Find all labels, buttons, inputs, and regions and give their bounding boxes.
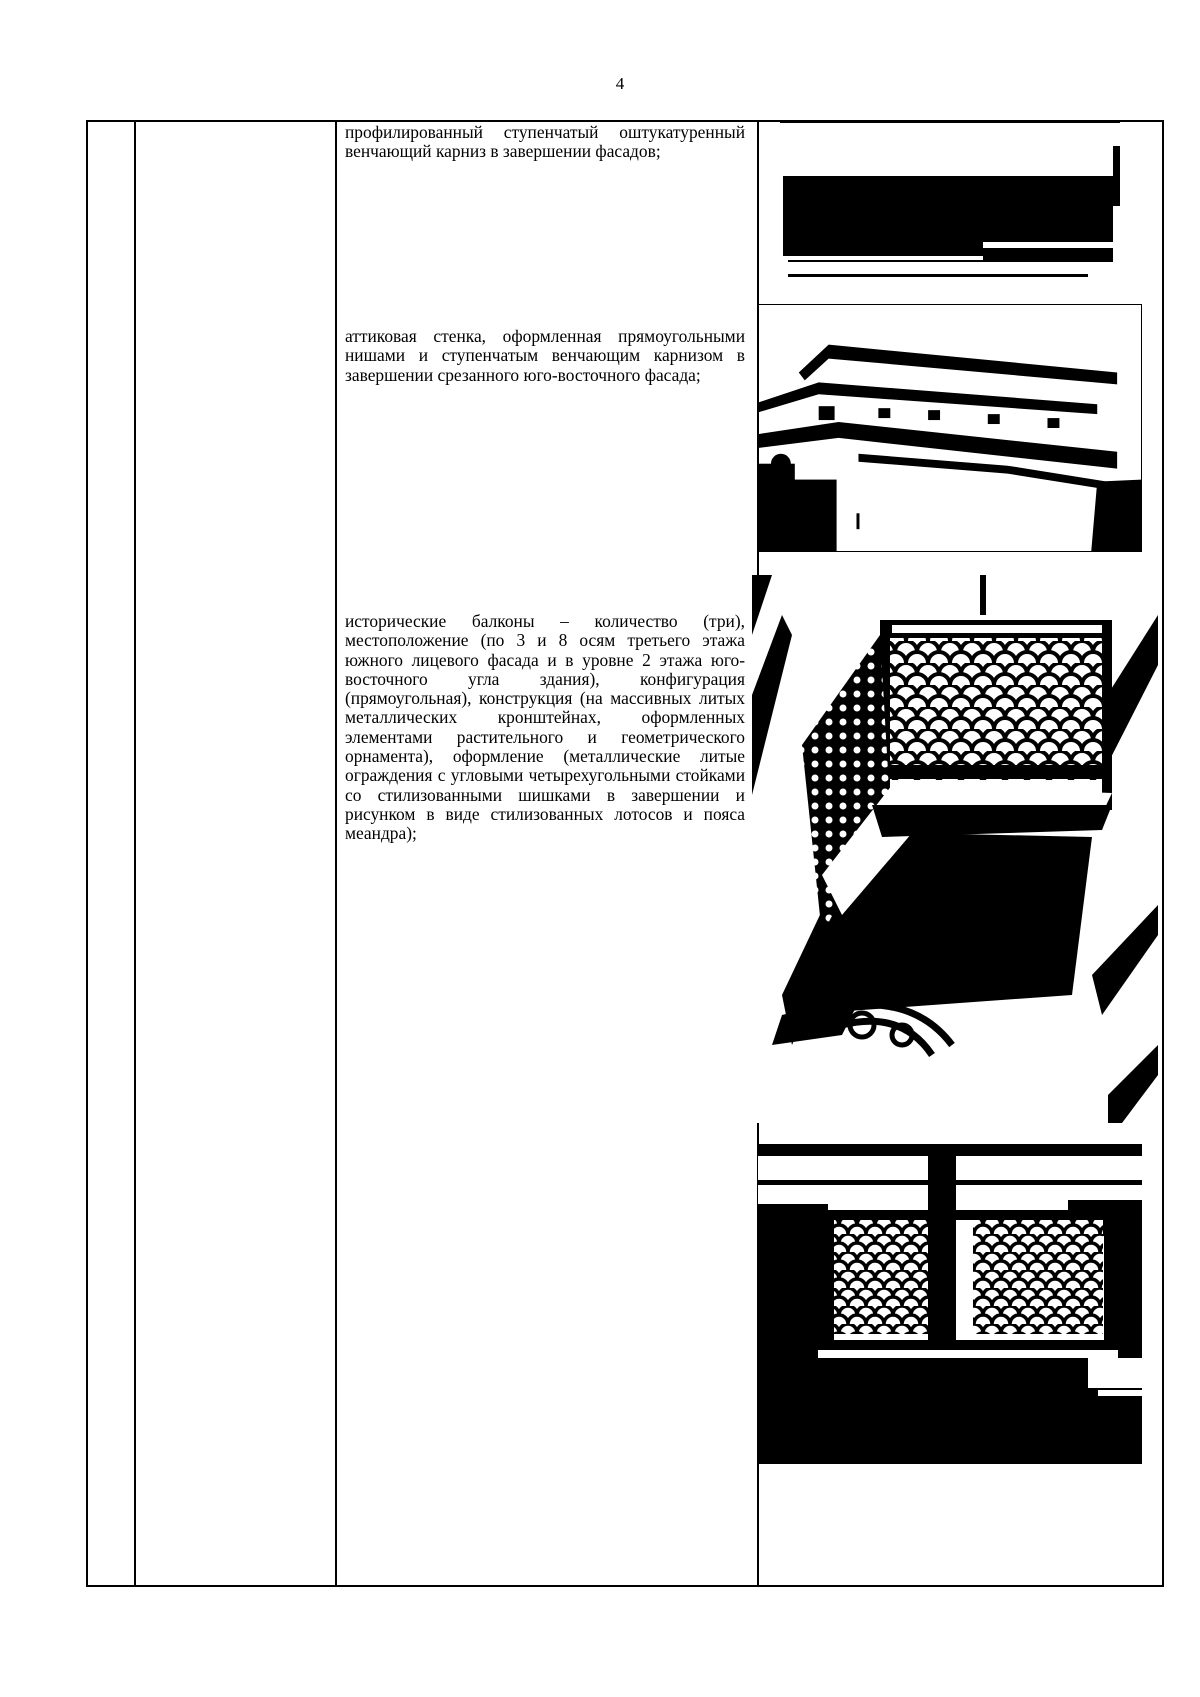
balcony-photo-2: [758, 1144, 1142, 1464]
item-text-attic-wall: аттиковая стенка, оформленная прямоугольными нишами и ступенчатым венчающим карнизом в завершении срезанного юго-восточного фасада;: [345, 326, 745, 385]
item-text-balconies: исторические балконы – количество (три), местоположение (по 3 и 8 осям третьего этажа южного лицевого фасада и в уровне 2 этажа юго-восточного угла здания), конфигурация (прямоугольная), конструкция (на массивных литых металлических кронштейнах, оформленных элементами растительного и геометрического орнамента), оформление (металлические литые ограждения с угловыми четырехугольными стойками со стилизованными шишками в завершении и рисунком в виде стилизованных лотосов и пояса меандра);: [345, 611, 745, 844]
item-text-cornice: профилированный ступенчатый оштукатуренный венчающий карниз в завершении фасадов;: [345, 122, 745, 162]
column-divider-2: [335, 122, 337, 1585]
attic-wall-photo: [758, 304, 1142, 552]
page-number: 4: [615, 74, 625, 93]
column-divider-1: [134, 122, 136, 1585]
balcony-photo-1: [752, 575, 1158, 1123]
cornice-photo: [780, 120, 1120, 286]
